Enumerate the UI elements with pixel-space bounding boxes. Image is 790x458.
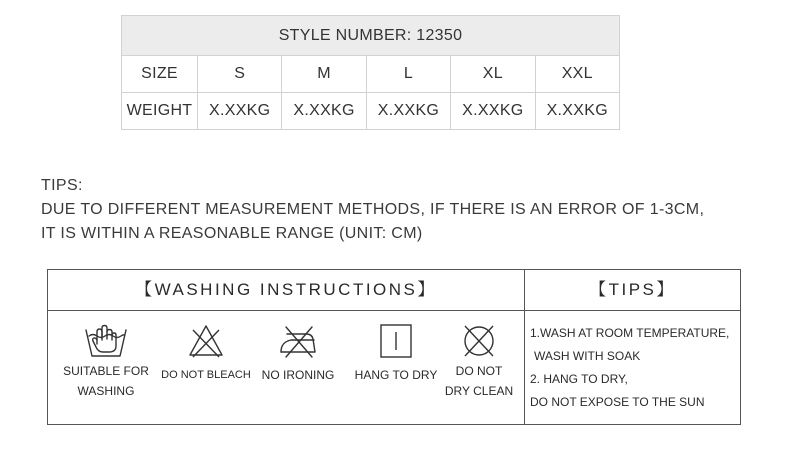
hand-wash-icon bbox=[83, 322, 129, 360]
size-row bbox=[122, 56, 620, 93]
style-number-cell bbox=[122, 16, 620, 56]
size-table bbox=[121, 15, 620, 130]
size-cell: L bbox=[366, 56, 450, 93]
care-tip-line: 1.WASH AT ROOM TEMPERATURE, bbox=[530, 326, 730, 340]
size-cell: XL bbox=[451, 56, 535, 93]
care-tips-list bbox=[530, 322, 740, 414]
style-number-label: STYLE NUMBER: bbox=[278, 26, 412, 44]
care-label: NO IRONING bbox=[261, 368, 335, 382]
weight-header-cell: WEIGHT bbox=[122, 93, 198, 130]
size-cell: S bbox=[198, 56, 282, 93]
size-cell: XXL bbox=[535, 56, 619, 93]
weight-cell: X.XXKG bbox=[535, 93, 619, 130]
weight-cell: X.XXKG bbox=[282, 93, 366, 130]
weight-cell: X.XXKG bbox=[451, 93, 535, 130]
divider bbox=[48, 310, 740, 311]
tips-line-1: DUE TO DIFFERENT MEASUREMENT METHODS, IF THERE IS AN ERROR OF 1-3CM, bbox=[41, 201, 705, 218]
care-label: DRY CLEAN bbox=[444, 384, 514, 398]
washing-instructions-box bbox=[47, 269, 741, 425]
size-cell: M bbox=[282, 56, 366, 93]
care-label: SUITABLE FOR bbox=[63, 364, 149, 378]
no-ironing-icon bbox=[275, 322, 321, 360]
weight-cell: X.XXKG bbox=[198, 93, 282, 130]
care-label: HANG TO DRY bbox=[354, 368, 438, 382]
care-item-no-bleach bbox=[156, 322, 256, 386]
care-label: WASHING bbox=[77, 384, 135, 398]
no-dry-clean-icon bbox=[456, 322, 502, 360]
care-label: DO NOT bbox=[455, 364, 503, 378]
weight-cell: X.XXKG bbox=[366, 93, 450, 130]
weight-row bbox=[122, 93, 620, 130]
care-tip-line: DO NOT EXPOSE TO THE SUN bbox=[530, 395, 705, 409]
size-header-cell: SIZE bbox=[122, 56, 198, 93]
style-number-value: 12350 bbox=[416, 26, 463, 44]
care-item-hand-wash bbox=[56, 322, 156, 402]
washing-instructions-title: 【WASHING INSTRUCTIONS】 bbox=[135, 280, 437, 299]
care-label: DO NOT BLEACH bbox=[161, 369, 251, 381]
care-tips-title: 【TIPS】 bbox=[589, 280, 676, 299]
tips-heading: TIPS: bbox=[41, 177, 83, 194]
care-item-no-dry-clean bbox=[438, 322, 520, 402]
care-item-no-ironing bbox=[256, 322, 340, 386]
no-bleach-icon bbox=[183, 322, 229, 360]
style-number-row bbox=[122, 16, 620, 56]
care-tip-line: 2. HANG TO DRY, bbox=[530, 372, 628, 386]
care-item-hang-dry bbox=[346, 322, 446, 386]
care-tip-line: WASH WITH SOAK bbox=[534, 349, 641, 363]
hang-dry-icon bbox=[373, 322, 419, 360]
tips-line-2: IT IS WITHIN A REASONABLE RANGE (UNIT: CM) bbox=[41, 225, 423, 242]
measurement-tips bbox=[41, 174, 781, 246]
